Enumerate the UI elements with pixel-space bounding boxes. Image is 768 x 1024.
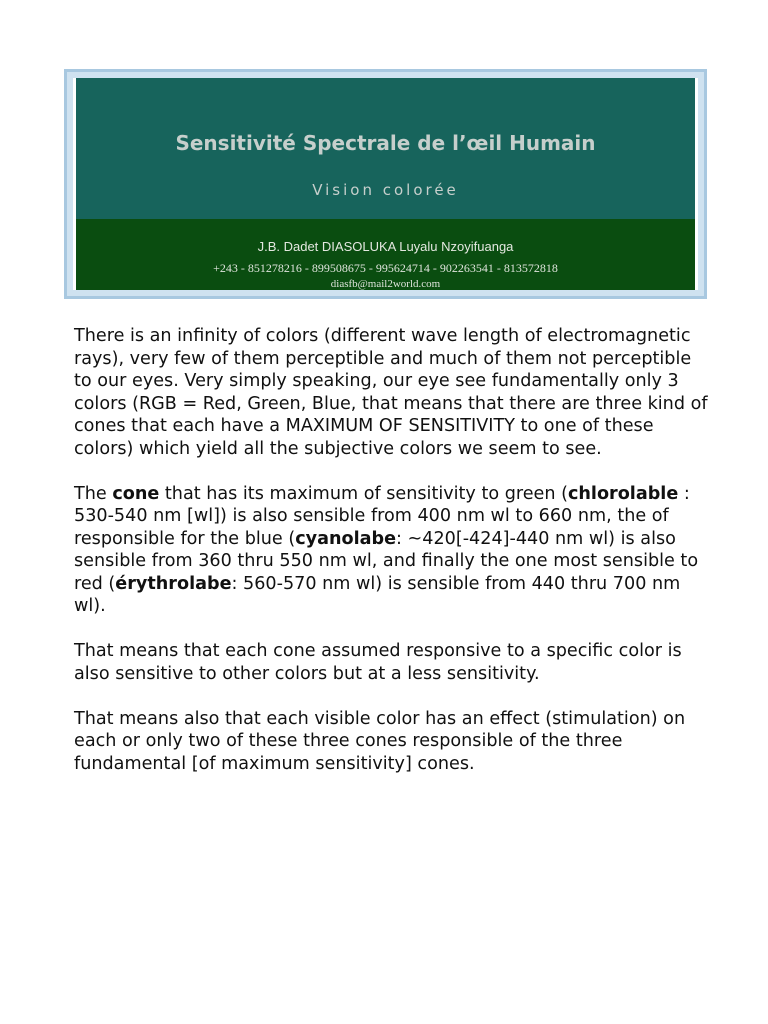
banner-author-section <box>76 219 695 290</box>
document-title: Sensitivité Spectrale de l’œil Humain <box>175 131 596 155</box>
title-banner <box>64 69 707 299</box>
author-email: diasfb@mail2world.com <box>330 278 441 290</box>
paragraph-3: That means that each cone assumed responsive to a specific color is also sensitive to other colors but at a less sensitivity. <box>74 641 682 684</box>
paragraph-2 <box>74 483 714 618</box>
paragraph-2-text: that has its maximum of sensitivity to green ( <box>159 483 568 504</box>
paragraph-4: That means also that each visible color has an effect (stimulation) on each or only two of these three cones responsible of the three fundamental [of maximum sensitivity] cones. <box>74 708 686 774</box>
term-cyanolabe: cyanolabe <box>295 528 396 549</box>
phone-numbers: +243 - 851278216 - 899508675 - 995624714 - 902263541 - 813572818 <box>213 261 558 275</box>
paragraph-2-text: : 560-570 nm wl) is sensible from 440 thru 700 nm wl). <box>74 573 681 616</box>
paragraph-2-text: The <box>74 483 113 504</box>
banner-title-section <box>76 78 695 219</box>
term-erythrolabe: érythrolabe <box>115 573 232 594</box>
document-subtitle: Vision colorée <box>312 181 459 199</box>
term-chlorolable: chlorolable <box>567 483 679 504</box>
banner-inner <box>73 78 698 290</box>
paragraph-2-text: : ~420[-424]-440 nm wl) is also sensible from 360 thru 550 nm wl, and finally the one most sensible to red ( <box>74 528 699 594</box>
term-cone: cone <box>112 483 160 504</box>
paragraph-1: There is an infinity of colors (different wave length of electromagnetic rays), very few of them perceptible and much of them not perceptible to our eyes. Very simply speaking, our eye see fundamentally only 3 colors (RGB = Red, Green, Blue, that means that there are three kind of cones that each have a MAXIMUM OF SENSITIVITY to one of these colors) which yield all the subjective colors we seem to see. <box>74 326 708 459</box>
paragraph-2-text: : 530-540 nm [wl]) is also sensible from 400 nm wl to 660 nm, the of responsible for the blue ( <box>74 483 690 549</box>
author-name: J.B. Dadet DIASOLUKA Luyalu Nzoyifuanga <box>257 239 514 254</box>
document-body <box>74 325 714 798</box>
